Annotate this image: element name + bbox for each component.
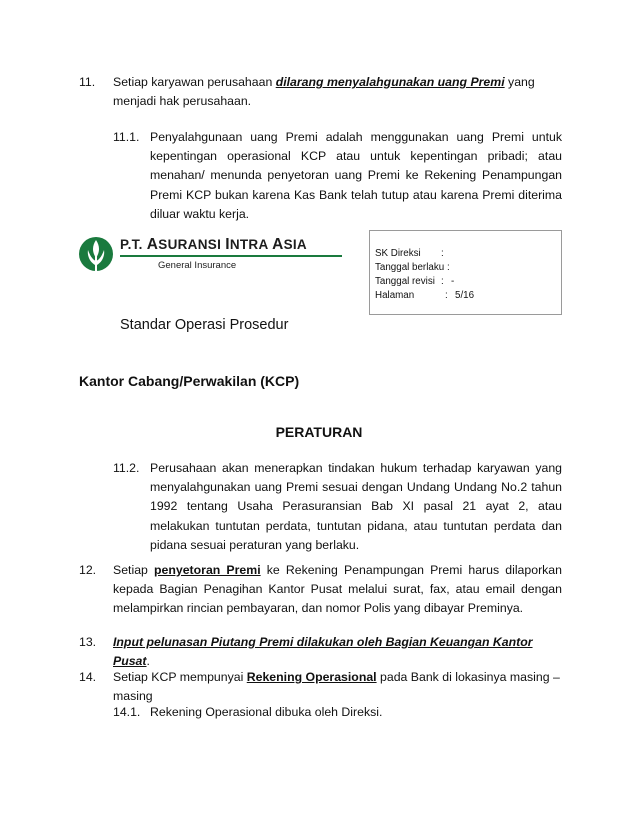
company-name: P.T. ASURANSI INTRA ASIA: [120, 236, 307, 253]
company-logo-icon: [78, 232, 114, 278]
item-14-text: Setiap KCP mempunyai Rekening Operasional pada Bank di lokasinya masing – masing: [113, 670, 560, 704]
item-11-1-text: Penyalahgunaan uang Premi adalah menggunakan uang Premi untuk kepentingan operasional KCP atau untuk kepentingan pribadi; atau menahan/ menunda penyetoran uang Premi ke Rekening Penampungan Premi KCP bukan karena Kas Bank telah tutup atau karena Premi diterima diluar waktu kerja.: [150, 130, 562, 221]
sop-title: Standar Operasi Prosedur: [120, 317, 289, 333]
document-info-box: SK Direksi : Tanggal berlaku : Tanggal revisi : - Halaman : 5/16: [369, 230, 562, 315]
company-subtitle: General Insurance: [158, 260, 237, 271]
item-14-1-number: 14.1.: [113, 705, 141, 719]
item-14-1-text: Rekening Operasional dibuka oleh Direksi.: [150, 705, 383, 719]
item-11-1-number: 11.1.: [113, 130, 140, 144]
item-13-emphasis: Input pelunasan Piutang Premi dilakukan oleh Bagian Keuangan Kantor Pusat: [113, 635, 533, 669]
item-13-number: 13.: [79, 635, 97, 649]
item-14-emphasis: Rekening Operasional: [246, 670, 377, 684]
item-13-text: Input pelunasan Piutang Premi dilakukan oleh Bagian Keuangan Kantor Pusat.: [113, 635, 533, 669]
item-11-2-text: Perusahaan akan menerapkan tindakan hukum terhadap karyawan yang menyalahgunakan uang Premi sesuai dengan Undang Undang No.2 tahun 1992 tentang Usaha Perasuransian Bab XI pasal 21 ayat 2, atau melakukan tuntutan perdata, tuntutan pidana, atau tuntutan perdata dan pidana sesuai peraturan yang berlaku.: [150, 461, 562, 552]
item-11-emphasis: dilarang menyalahgunakan uang Premi: [275, 75, 505, 89]
item-11-number: 11.: [79, 75, 96, 89]
item-12-emphasis: penyetoran Premi: [154, 563, 261, 577]
item-11-2-number: 11.2.: [113, 461, 140, 475]
item-12-number: 12.: [79, 563, 97, 577]
item-12-text: Setiap penyetoran Premi ke Rekening Penampungan Premi harus dilaporkan kepada Bagian Penagihan Kantor Pusat melalui surat, fax, atau email dengan melampirkan rincian pembayaran, dan nomor Polis yang dibayar Preminya.: [113, 563, 562, 616]
unit-title: Kantor Cabang/Perwakilan (KCP): [79, 373, 300, 389]
item-14-number: 14.: [79, 670, 97, 684]
section-title: PERATURAN: [275, 424, 363, 440]
item-11-text: Setiap karyawan perusahaan dilarang menyalahgunakan uang Premi yang menjadi hak perusahaan.: [113, 75, 535, 109]
logo-divider: [120, 255, 342, 257]
company-logo: [78, 232, 307, 278]
